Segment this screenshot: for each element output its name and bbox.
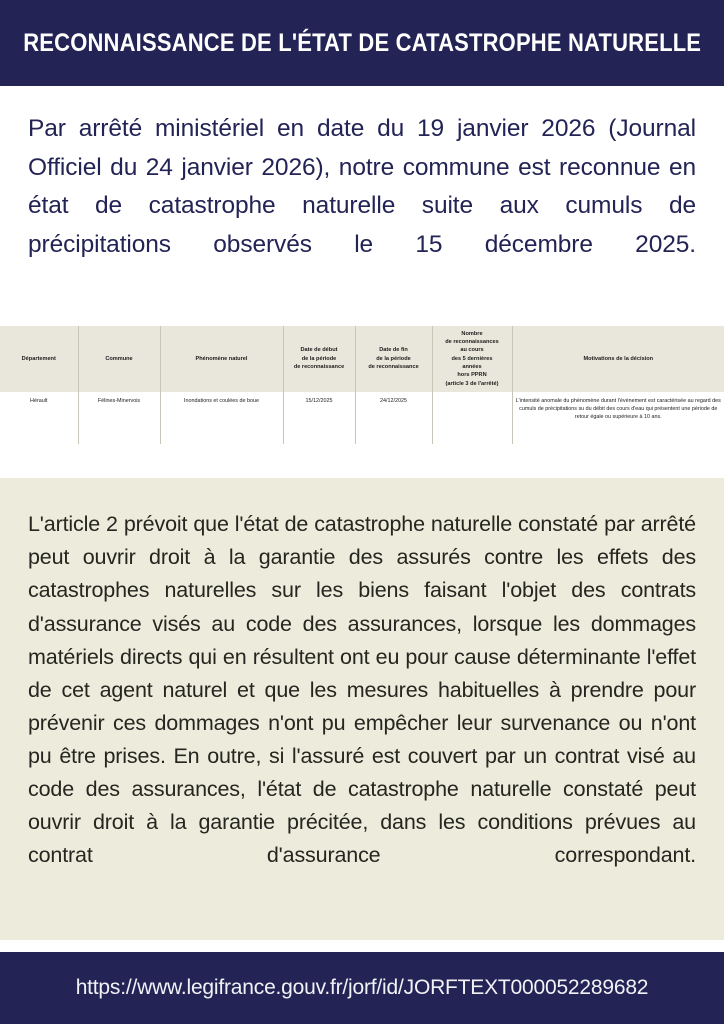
- cell-motivations: L'intensité anomale du phénomène durant l'évènement est caractérisée au regard des cumuls de précipitations su du débit des cours d'eau qui présentent une période de retour égale ou supérieure à 10 ans.: [512, 392, 724, 444]
- column-header-departement-label: Département: [21, 355, 56, 362]
- column-header-nombre-line3: au cours: [460, 347, 484, 354]
- legifrance-source-url[interactable]: https://www.legifrance.gouv.fr/jorf/id/JORFTEXT000052289682: [75, 976, 649, 999]
- article-2-section: [0, 478, 724, 939]
- column-header-date-fin: [355, 326, 432, 393]
- table-header-row: [0, 326, 724, 393]
- column-header-nombre-line7: (article 3 de l'arrêté): [445, 380, 499, 387]
- column-header-date-debut-line1: Date de début: [300, 347, 338, 354]
- table-row: [0, 392, 724, 444]
- cell-date-debut: 15/12/2025: [283, 392, 355, 444]
- cat-nat-table: [0, 326, 724, 445]
- cell-nombre-reconnaissances: [432, 392, 512, 444]
- column-header-date-debut-line2: de la période: [301, 355, 337, 362]
- cat-nat-table-container: [0, 326, 724, 445]
- intro-section: [0, 86, 724, 314]
- column-header-nombre-line6: hors PPRN: [457, 372, 487, 379]
- bottom-spacer: [0, 940, 724, 952]
- column-header-phenomene-label: Phénomène naturel: [195, 355, 248, 362]
- column-header-departement: [0, 326, 78, 393]
- column-header-date-fin-line2: de la période: [376, 355, 411, 362]
- column-header-phenomene: [160, 326, 283, 393]
- article-2-paragraph: L'article 2 prévoit que l'état de catastrophe naturelle constaté par arrêté peut ouvrir droit à la garantie des assurés contre les effets des catastrophes naturelles sur les biens faisant l'objet des contrats d'assurance visés au code des assurances, lorsque les dommages matériels directs qui en résultent ont eu pour cause déterminante l'effet de cet agent naturel et que les mesures habituelles à prendre pour prévenir ces dommages n'ont pu empêcher leur survenance ou n'ont pu être prises. En outre, si l'assuré est couvert par un contrat visé au code des assurances, l'état de catastrophe naturelle constaté peut ouvrir droit à la garantie précitée, dans les conditions prévues au contrat d'assurance correspondant.: [28, 512, 696, 868]
- column-header-motivations: [512, 326, 724, 393]
- page-title: RECONNAISSANCE DE L'ÉTAT DE CATASTROPHE NATURELLE: [23, 28, 701, 57]
- column-header-commune: [78, 326, 160, 393]
- column-header-date-fin-line1: Date de fin: [379, 347, 408, 354]
- intro-paragraph: Par arrêté ministériel en date du 19 janvier 2026 (Journal Officiel du 24 janvier 2026), notre commune est reconnue en état de catastrophe naturelle suite aux cumuls de précipitations observés le 15 décembre 2025.: [28, 115, 696, 259]
- cell-commune: Félines-Minervois: [78, 392, 160, 444]
- column-header-nombre-line2: de reconnaissances: [445, 338, 499, 345]
- column-header-commune-label: Commune: [105, 355, 133, 362]
- table-body: [0, 392, 724, 444]
- column-header-date-debut: [283, 326, 355, 393]
- column-header-nombre-line5: années: [462, 364, 482, 371]
- cell-departement: Hérault: [0, 392, 78, 444]
- cell-date-fin: 24/12/2025: [355, 392, 432, 444]
- column-header-nombre-line1: Nombre: [461, 330, 483, 337]
- column-header-nombre-line4: des 5 dernières: [451, 355, 493, 362]
- cell-phenomene: Inondations et coulées de boue: [160, 392, 283, 444]
- column-header-motivations-label: Motivations de la décision: [583, 355, 654, 362]
- page-header-banner: [0, 0, 724, 86]
- column-header-date-fin-line3: de reconnaissance: [368, 364, 419, 371]
- page-footer: [0, 952, 724, 1024]
- column-header-nombre-reconnaissances: [432, 326, 512, 393]
- table-header: [0, 326, 724, 393]
- column-header-date-debut-line3: de reconnaissance: [293, 364, 345, 371]
